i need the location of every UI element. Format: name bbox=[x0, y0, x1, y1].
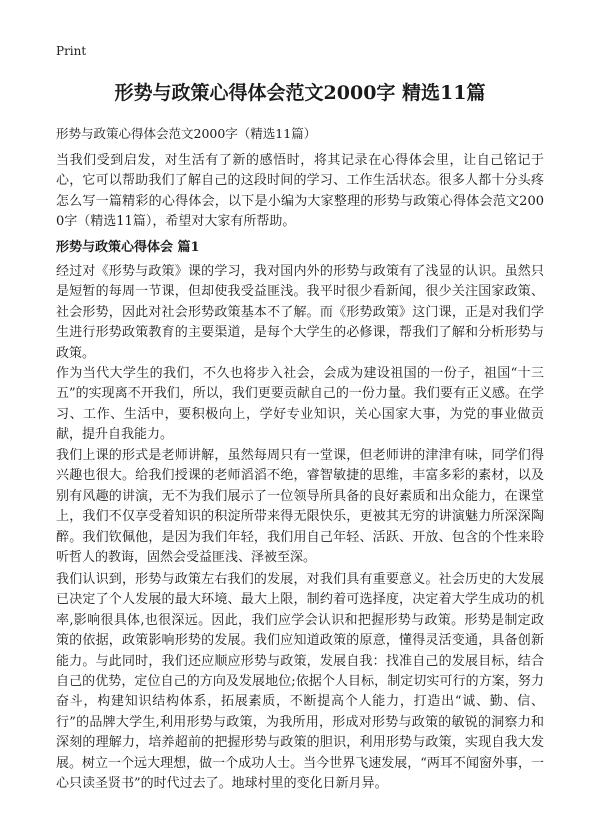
body-paragraph: 经过对《形势与政策》课的学习，我对国内外的形势与政策有了浅显的认识。虽然只是短暂的每周一节课，但却使我受益匪浅。我平时很少看新闻，很少关注国家政策、社会形势，因此对社会形势政策基本不了解。而《形势政策》这门课，正是对我们学生进行形势政策教育的主要渠道，是每个大学生的必修课，帮我们了解和分析形势与政策。 bbox=[56, 264, 544, 361]
section-heading: 形势与政策心得体会 篇1 bbox=[56, 240, 200, 255]
print-link[interactable]: Print bbox=[56, 44, 87, 58]
intro-paragraph: 当我们受到启发，对生活有了新的感悟时，将其记录在心得体会里，让自己铭记于心，它可以帮助我们了解自己的这段时间的学习、工作生活状态。很多人都十分头疼怎么写一篇精彩的心得体会，以下是小编为大家整理的形势与政策心得体会范文2000字（精选11篇），希望对大家有所帮助。 bbox=[56, 153, 544, 230]
document-subtitle: 形势与政策心得体会范文2000字（精选11篇） bbox=[56, 126, 317, 141]
page-title: 形势与政策心得体会范文2000字 精选11篇 bbox=[114, 82, 486, 104]
body-paragraph: 作为当代大学生的我们，不久也将步入社会，会成为建设祖国的一份子，祖国“十三五”的实现离不开我们，所以，我们更要贡献自己的一份力量。我们要有正义感。在学习、工作、生活中，要积极向上，学好专业知识，关心国家大事，为党的事业做贡献，提升自我能力。 bbox=[56, 366, 544, 443]
body-paragraph: 我们上课的形式是老师讲解，虽然每周只有一堂课，但老师讲的津津有味，同学们得兴趣也很大。给我们授课的老师滔滔不绝，睿智敏捷的思维，丰富多彩的素材，以及别有风趣的讲演，无不为我们展示了一位领导所具备的良好素质和出众能力，在课堂上，我们不仅享受着知识的积淀所带来得无限快乐，更被其无穷的讲演魅力所深深陶醉。我们钦佩他，是因为我们年轻，我们用自己年轻、活跃、开放、包含的个性来聆听哲人的教诲，固然会受益匪浅、泽被至深。 bbox=[56, 448, 544, 566]
body-paragraph: 我们认识到，形势与政策左右我们的发展，对我们具有重要意义。社会历史的大发展已决定了个人发展的最大环境、最大上限，制约着可选择度，决定着大学生成功的机率,影响很具体,也很深远。因此，我们应学会认识和把握形势与政策。形势是制定政策的依据，政策影响形势的发展。我们应知道政策的原意，懂得灵活变通，具备创新能力。与此同时，我们还应顺应形势与政策，发展自我：找准自己的发展目标，结合自己的优势，定位自己的方向及发展地位;依据个人目标，制定切实可行的方案，努力奋斗，构建知识结构体系，拓展素质，不断提高个人能力，打造出“诚、勤、信、行”的品牌大学生,利用形势与政策，为我所用，形成对形势与政策的敏锐的洞察力和深刻的理解力，培养超前的把握形势与政策的胆识，利用形势与政策，实现自我大发展。树立一个远大理想，做一个成功人士。当今世界飞速发展，“两耳不闻窗外事，一心只读圣贤书”的时代过去了。地球村里的变化日新月异。 bbox=[56, 572, 544, 792]
